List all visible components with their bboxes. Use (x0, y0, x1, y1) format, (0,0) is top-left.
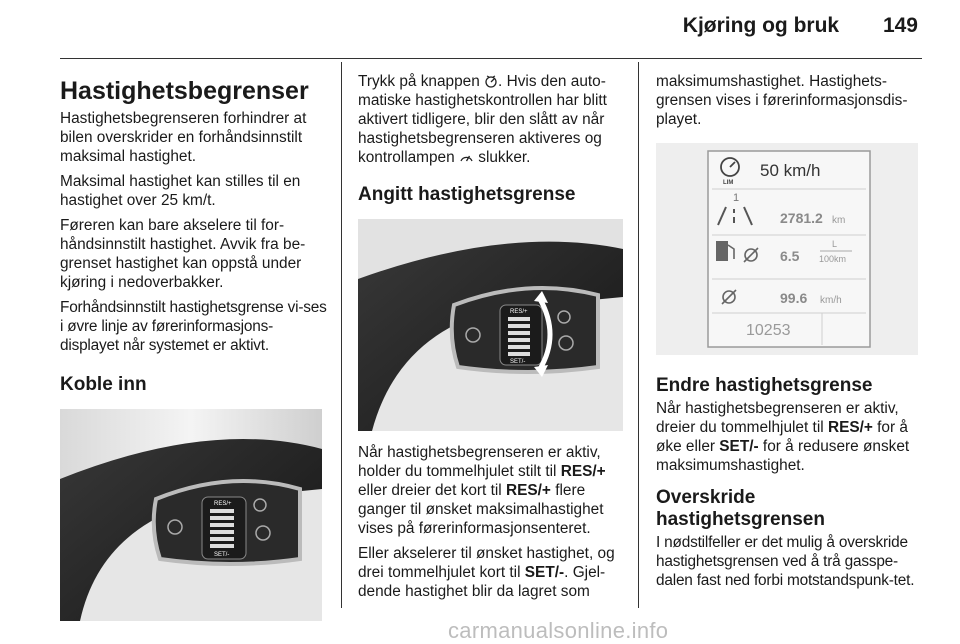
column-divider-1 (341, 62, 342, 608)
press-button-paragraph: Trykk på knappen . Hvis den auto-matiske hastighetskontrollen har blitt aktivert tidligere, blir den slått av når hastighetsbegrenseren aktiveres og kontrollampen slukker. (358, 73, 607, 166)
trip-value: 2781.2 (780, 210, 823, 226)
average-speed-unit: km/h (820, 295, 842, 306)
change-limit-heading: Endre hastighetsgrense (656, 375, 873, 396)
exceed-limit-heading: Overskride hastighetsgrensen (656, 487, 825, 530)
column-divider-2 (638, 62, 639, 608)
column-3 (656, 72, 922, 596)
header-rule (60, 58, 922, 59)
set-limit-heading: Angitt hastighetsgrense (358, 184, 576, 205)
speed-limiter-icon (484, 74, 498, 88)
res-label: RES/+ (214, 501, 232, 507)
odometer-value: 10253 (746, 322, 791, 339)
page-number: 149 (882, 14, 918, 37)
driver-info-display-figure (656, 143, 918, 355)
activate-heading: Koble inn (60, 374, 147, 395)
lim-label: LIM (723, 180, 734, 186)
watermark: carmanualsonline.info (448, 618, 669, 643)
intro-paragraph: Hastighetsbegrenseren forhindrer at bilen overskrider en forhåndsinnstilt maksimal hastighet. (60, 110, 307, 165)
consumption-unit-bottom: 100km (819, 254, 847, 264)
speed-limit-value: 50 km/h (760, 161, 821, 180)
set-label-2: SET/- (510, 359, 526, 365)
page-header (683, 14, 918, 38)
column-2 (358, 72, 626, 607)
continuation-paragraph: maksimumshastighet. Hastighets-grensen vises i førerinformasjonsdis-playet. (656, 73, 908, 128)
consumption-unit-top: L (832, 239, 838, 249)
section-title: Kjøring og bruk (682, 14, 840, 37)
consumption-value: 6.5 (780, 248, 800, 264)
display-paragraph: Forhåndsinnstilt hastighetsgrense vi-ses i øvre linje av førerinformasjons-displayet når systemet er aktivt. (60, 299, 327, 354)
accelerate-set-paragraph: Eller akselerer til ønsket hastighet, og drei tommelhjulet kort til SET/-. Gjel-dende hastighet blir da lagret som (358, 545, 615, 600)
hold-wheel-paragraph: Når hastighetsbegrenseren er aktiv, holder du tommelhjulet stilt til RES/+ eller dreier det kort til RES/+ flere ganger til ønsket maksimalhastighet vises på førerinformasjonsenteret. (358, 444, 606, 537)
set-label: SET/- (214, 552, 230, 558)
trip-index: 1 (733, 192, 740, 204)
cruise-control-lamp-icon (459, 151, 474, 164)
max-speed-paragraph: Maksimal hastighet kan stilles til en hastighet over 25 km/t. (60, 173, 301, 209)
steering-wheel-figure-2 (358, 219, 623, 431)
average-speed-value: 99.6 (780, 290, 808, 306)
exceed-limit-paragraph: I nødstilfeller er det mulig å overskride hastighetsgrensen ved å trå gasspe-dalen fast ned forbi motstandspunk-tet. (656, 534, 915, 589)
trip-unit: km (832, 215, 846, 226)
res-label-2: RES/+ (510, 309, 528, 315)
steering-wheel-figure-1 (60, 409, 322, 621)
accelerate-paragraph: Føreren kan bare akselere til for-håndsinnstilt hastighet. Avvik fra be-grenset hastighet kan oppstå under kjøring i nedoverbakker. (60, 217, 306, 291)
column-1 (60, 72, 330, 621)
main-heading: Hastighetsbegrenser (60, 77, 309, 105)
change-limit-paragraph: Når hastighetsbegrenseren er aktiv, dreier du tommelhjulet til RES/+ for å øke eller SET/- for å redusere ønsket maksimumshastighet. (656, 400, 910, 474)
